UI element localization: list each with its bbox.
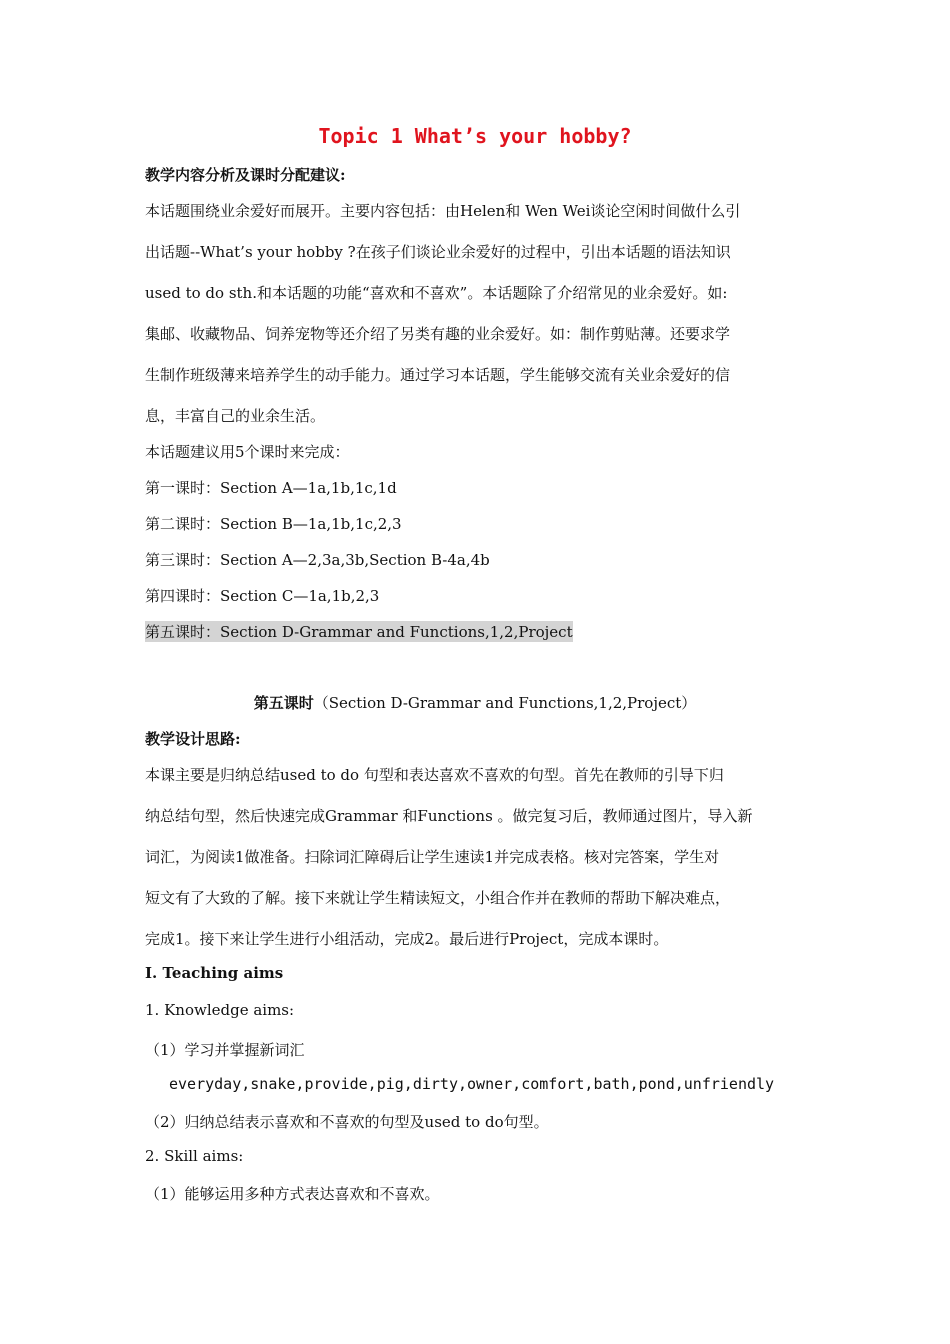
knowledge-aim-item: （1）学习并掌握新词汇 xyxy=(145,1041,305,1059)
lesson-heading-sections: （Section D-Grammar and Functions,1,2,Project） xyxy=(313,694,697,712)
periods-intro: 本话题建议用5个课时来完成： xyxy=(145,443,350,461)
intro-line: 出话题--What’s your hobby ?在孩子们谈论业余爱好的过程中，引出本话题的语法知识 xyxy=(145,243,731,261)
analysis-heading: 教学内容分析及课时分配建议: xyxy=(145,166,346,184)
design-line: 短文有了大致的了解。接下来就让学生精读短文，小组合作并在教师的帮助下解决难点， xyxy=(145,889,731,907)
lesson-heading xyxy=(0,692,950,713)
period-item: 第三课时：Section A—2,3a,3b,Section B-4a,4b xyxy=(145,551,490,569)
intro-line: 生制作班级薄来培养学生的动手能力。通过学习本话题，学生能够交流有关业余爱好的信 xyxy=(145,366,731,384)
intro-line: 本话题围绕业余爱好而展开。主要内容包括：由Helen和 Wen Wei谈论空闲时间做什么引 xyxy=(145,202,741,220)
period-item: 第二课时：Section B—1a,1b,1c,2,3 xyxy=(145,515,402,533)
design-line: 纳总结句型，然后快速完成Grammar 和Functions 。做完复习后，教师通过图片，导入新 xyxy=(145,807,753,825)
design-line: 词汇，为阅读1做准备。扫除词汇障碍后让学生速读1并完成表格。核对完答案，学生对 xyxy=(145,848,720,866)
intro-line: 息，丰富自己的业余生活。 xyxy=(145,407,326,425)
intro-line: used to do sth.和本话题的功能“喜欢和不喜欢”。本话题除了介绍常见的业余爱好。如: xyxy=(145,284,728,302)
skill-aims-heading: 2. Skill aims: xyxy=(145,1147,244,1165)
period-item: 第一课时：Section A—1a,1b,1c,1d xyxy=(145,479,397,497)
document-title: Topic 1 What’s your hobby? xyxy=(318,124,632,148)
period-item: 第四课时：Section C—1a,1b,2,3 xyxy=(145,587,380,605)
period-item-highlighted: 第五课时：Section D-Grammar and Functions,1,2,Project xyxy=(145,623,573,641)
lesson-heading-label: 第五课时 xyxy=(253,694,314,712)
knowledge-aims-heading: 1. Knowledge aims: xyxy=(145,1001,295,1019)
vocabulary-list: everyday,snake,provide,pig,dirty,owner,comfort,bath,pond,unfriendly xyxy=(169,1075,775,1093)
skill-aim-item: （1）能够运用多种方式表达喜欢和不喜欢。 xyxy=(145,1185,440,1203)
design-line: 完成1。接下来让学生进行小组活动，完成2。最后进行Project，完成本课时。 xyxy=(145,930,669,948)
intro-line: 集邮、收藏物品、饲养宠物等还介绍了另类有趣的业余爱好。如：制作剪贴薄。还要求学 xyxy=(145,325,731,343)
knowledge-aim-item: （2）归纳总结表示喜欢和不喜欢的句型及used to do句型。 xyxy=(145,1113,549,1131)
design-line: 本课主要是归纳总结used to do 句型和表达喜欢不喜欢的句型。首先在教师的引导下归 xyxy=(145,766,724,784)
aims-heading: Ⅰ. Teaching aims xyxy=(145,964,284,982)
design-heading: 教学设计思路: xyxy=(145,730,241,748)
